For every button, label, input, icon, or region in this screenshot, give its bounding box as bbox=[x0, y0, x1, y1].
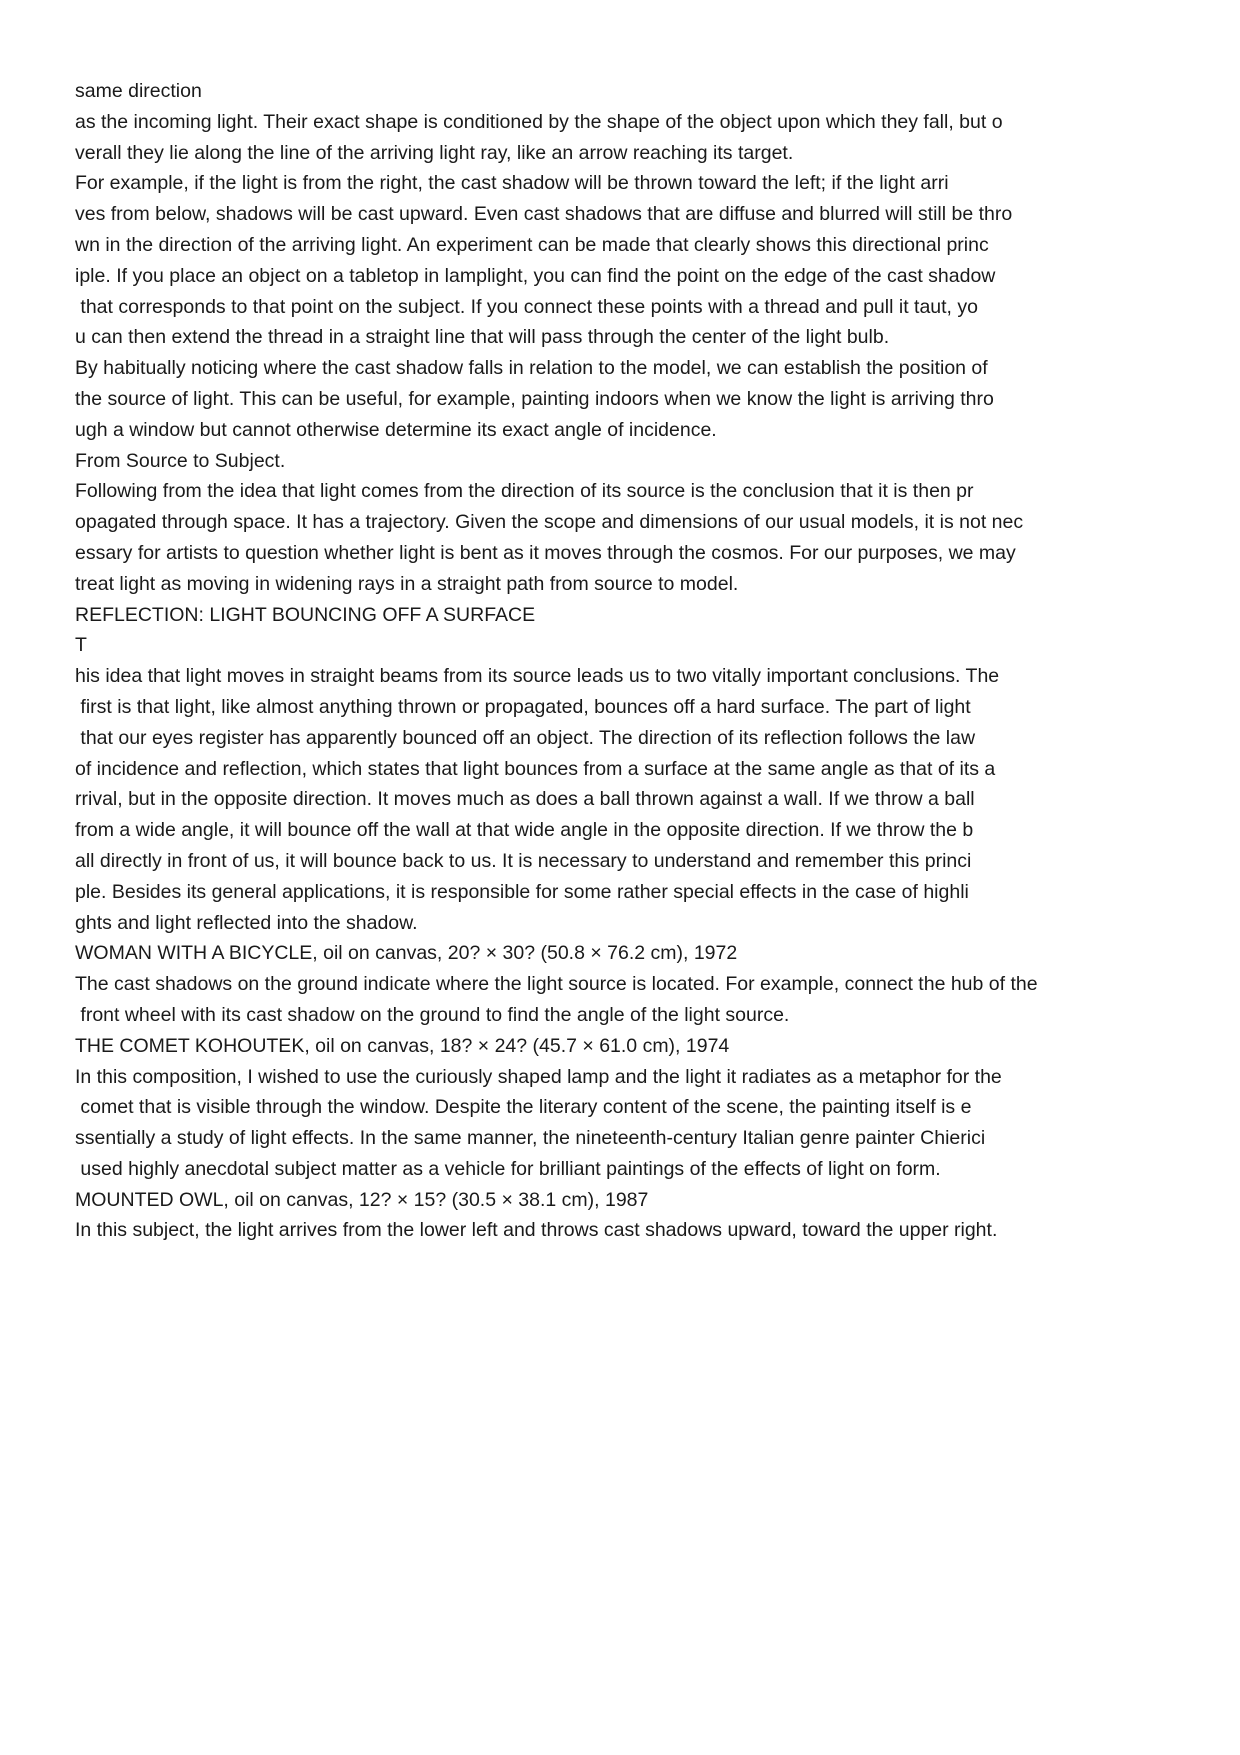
text-line: all directly in front of us, it will bounce back to us. It is necessary to understand and remember this princi bbox=[75, 849, 972, 872]
text-line: ves from below, shadows will be cast upward. Even cast shadows that are diffuse and blurred will still be thro bbox=[75, 203, 1013, 226]
text-line: that our eyes register has apparently bounced off an object. The direction of its reflection follows the law bbox=[75, 726, 976, 749]
text-line: same direction bbox=[75, 80, 202, 102]
text-line: his idea that light moves in straight beams from its source leads us to two vitally important conclusions. The bbox=[75, 665, 1000, 688]
section-heading: REFLECTION: LIGHT BOUNCING OFF A SURFACE bbox=[75, 603, 536, 626]
caption-text: comet that is visible through the window. Despite the literary content of the scene, the painting itself is e bbox=[75, 1096, 972, 1119]
text-line: from a wide angle, it will bounce off the wall at that wide angle in the opposite direction. If we throw the b bbox=[75, 819, 974, 842]
section-heading: From Source to Subject. bbox=[75, 449, 286, 472]
text-line: Following from the idea that light comes from the direction of its source is the conclusion that it is then pr bbox=[75, 480, 974, 503]
text-line: that corresponds to that point on the subject. If you connect these points with a thread and pull it taut, yo bbox=[75, 295, 978, 318]
caption-text: used highly anecdotal subject matter as a vehicle for brilliant paintings of the effects of light on form. bbox=[75, 1157, 941, 1180]
caption-title: WOMAN WITH A BICYCLE, oil on canvas, 20? × 30? (50.8 × 76.2 cm), 1972 bbox=[75, 942, 738, 965]
text-line: By habitually noticing where the cast shadow falls in relation to the model, we can establish the position of bbox=[75, 357, 988, 380]
caption-text: front wheel with its cast shadow on the ground to find the angle of the light source. bbox=[75, 1003, 790, 1026]
caption-text: In this composition, I wished to use the curiously shaped lamp and the light it radiates as a metaphor for the bbox=[75, 1065, 1002, 1088]
text-line: essary for artists to question whether light is bent as it moves through the cosmos. For our purposes, we may bbox=[75, 541, 1016, 564]
text-line: ple. Besides its general applications, it is responsible for some rather special effects in the case of highli bbox=[75, 880, 969, 903]
caption-text: ssentially a study of light effects. In the same manner, the nineteenth-century Italian genre painter Chierici bbox=[75, 1127, 986, 1150]
text-line: verall they lie along the line of the arriving light ray, like an arrow reaching its target. bbox=[75, 141, 794, 164]
text-line: opagated through space. It has a trajectory. Given the scope and dimensions of our usual models, it is not nec bbox=[75, 511, 1024, 534]
caption-title: THE COMET KOHOUTEK, oil on canvas, 18? × 24? (45.7 × 61.0 cm), 1974 bbox=[75, 1034, 730, 1057]
text-line: first is that light, like almost anything thrown or propagated, bounces off a hard surface. The part of light bbox=[75, 695, 971, 718]
text-line: treat light as moving in widening rays in a straight path from source to model. bbox=[75, 572, 739, 595]
caption-title: MOUNTED OWL, oil on canvas, 12? × 15? (30.5 × 38.1 cm), 1987 bbox=[75, 1188, 649, 1211]
caption-text: The cast shadows on the ground indicate where the light source is located. For example, connect the hub of the bbox=[75, 973, 1038, 996]
text-line: For example, if the light is from the right, the cast shadow will be thrown toward the left; if the light arri bbox=[75, 172, 949, 195]
text-line: the source of light. This can be useful, for example, painting indoors when we know the light is arriving thro bbox=[75, 387, 994, 410]
text-line: wn in the direction of the arriving light. An experiment can be made that clearly shows this directional princ bbox=[75, 233, 989, 256]
text-line: ugh a window but cannot otherwise determine its exact angle of incidence. bbox=[75, 418, 717, 441]
text-line: iple. If you place an object on a tabletop in lamplight, you can find the point on the edge of the cast shadow bbox=[75, 264, 996, 287]
text-line: ghts and light reflected into the shadow. bbox=[75, 911, 418, 934]
text-line: of incidence and reflection, which states that light bounces from a surface at the same angle as that of its a bbox=[75, 757, 996, 780]
caption-text: In this subject, the light arrives from the lower left and throws cast shadows upward, toward the upper right. bbox=[75, 1219, 998, 1242]
document-page bbox=[75, 76, 1195, 1246]
text-line: rrival, but in the opposite direction. It moves much as does a ball thrown against a wall. If we throw a ball bbox=[75, 788, 975, 811]
text-line: as the incoming light. Their exact shape is conditioned by the shape of the object upon which they fall, but o bbox=[75, 110, 1003, 133]
drop-cap-letter: T bbox=[75, 634, 87, 657]
text-line: u can then extend the thread in a straight line that will pass through the center of the light bulb. bbox=[75, 326, 890, 349]
